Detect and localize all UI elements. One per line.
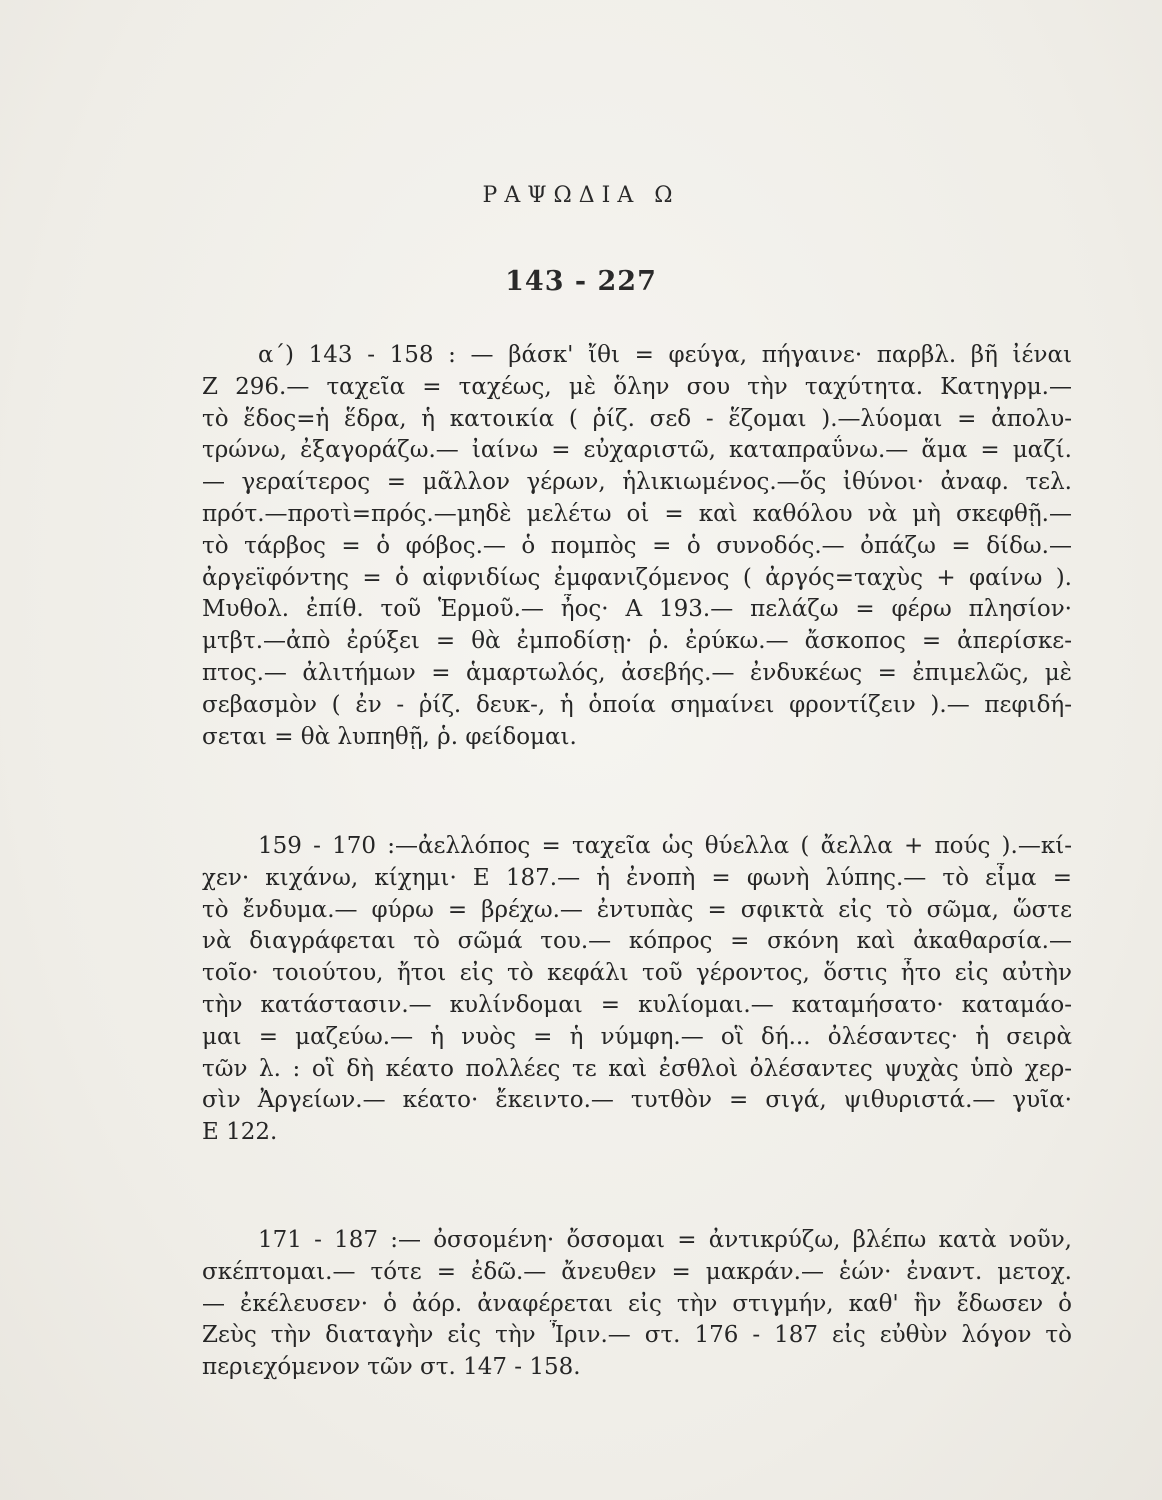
text-line: α΄) 143 - 158 : — βάσκ' ἴθι = φεύγα, πήγαινε· παρβλ. βῆ ἰέναι (258, 342, 1072, 368)
text-line: — γεραίτερος = μᾶλλον γέρων, ἡλικιωμένος.—ὅς ἰθύνοι· ἀναφ. τελ. (202, 469, 1072, 496)
text-line: πρότ.—προτὶ=πρός.—μηδὲ μελέτω οἱ = καὶ καθόλου νὰ μὴ σκεφθῇ.— (202, 500, 1072, 527)
text-line: σὶν Ἀργείων.— κέατο· ἔκειντο.— τυτθὸν = σιγά, ψιθυριστά.— γυῖα· (202, 1087, 1072, 1114)
text-line: τοῖο· τοιούτου, ἤτοι εἰς τὸ κεφάλι τοῦ γέροντος, ὅστις ἦτο εἰς αὐτὴν (202, 960, 1072, 987)
text-line: περιεχόμενον τῶν στ. 147 - 158. (202, 1354, 581, 1381)
text-line: χεν· κιχάνω, κίχημι· Ε 187.— ἡ ἐνοπὴ = φωνὴ λύπης.— τὸ εἶμα = (202, 864, 1072, 891)
text-line: — ἐκέλευσεν· ὁ ἀόρ. ἀναφέρεται εἰς τὴν στιγμήν, καθ' ἣν ἔδωσεν ὁ (202, 1290, 1072, 1317)
text-line: σεβασμὸν ( ἐν - ῥίζ. δευκ-, ἡ ὁποία σημαίνει φροντίζειν ).— πεφιδή- (202, 691, 1072, 718)
text-line: Ε 122. (202, 1119, 278, 1146)
text-line: τὸ τάρβος = ὁ φόβος.— ὁ πομπὸς = ὁ συνοδός.— ὀπάζω = δίδω.— (202, 532, 1072, 559)
text-line: τὸ ἔνδυμα.— φύρω = βρέχω.— ἐντυπὰς = σφικτὰ εἰς τὸ σῶμα, ὥστε (202, 896, 1072, 923)
text-line: σεται = θὰ λυπηθῇ, ῥ. φείδομαι. (202, 723, 577, 750)
text-line: Μυθολ. ἐπίθ. τοῦ Ἑρμοῦ.— ἦος· Α 193.— πελάζω = φέρω πλησίον· (202, 596, 1072, 623)
commentary-section-159-170 (202, 831, 1072, 1149)
text-line: τρώνω, ἐξαγοράζω.— ἰαίνω = εὐχαριστῶ, καταπραΰνω.— ἅμα = μαζί. (202, 437, 1072, 464)
text-line: μαι = μαζεύω.— ἡ νυὸς = ἡ νύμφη.— οἳ δή... ὀλέσαντες· ἡ σειρὰ (202, 1023, 1072, 1050)
text-line: τὴν κατάστασιν.— κυλίνδομαι = κυλίομαι.— καταμήσατο· καταμάο- (202, 991, 1072, 1018)
text-line: πτος.— ἀλιτήμων = ἁμαρτωλός, ἀσεβής.— ἐνδυκέως = ἐπιμελῶς, μὲ (202, 659, 1072, 686)
commentary-section-143-158 (202, 340, 1072, 753)
text-line: νὰ διαγράφεται τὸ σῶμά του.— κόπρος = σκόνη καὶ ἀκαθαρσία.— (202, 928, 1072, 955)
commentary-section-171-187 (202, 1225, 1072, 1384)
text-line: ἀργεϊφόντης = ὁ αἰφνιδίως ἐμφανιζόμενος ( ἀργός=ταχὺς + φαίνω ). (202, 564, 1072, 591)
text-line: 171 - 187 :— ὀσσομένη· ὄσσομαι = ἀντικρύζω, βλέπω κατὰ νοῦν, (258, 1227, 1072, 1253)
text-line: Ζ 296.— ταχεῖα = ταχέως, μὲ ὅλην σου τὴν ταχύτητα. Κατηγρμ.— (202, 373, 1072, 400)
text-line: μτβτ.—ἀπὸ ἐρύξει = θὰ ἐμποδίσῃ· ῥ. ἐρύκω.— ἄσκοπος = ἀπερίσκε- (202, 628, 1072, 655)
text-line: 159 - 170 :—ἀελλόπος = ταχεῖα ὡς θύελλα ( ἄελλα + πούς ).—κί- (258, 833, 1072, 859)
text-line: σκέπτομαι.— τότε = ἐδῶ.— ἄνευθεν = μακράν.— ἑών· ἐναντ. μετοχ. (202, 1258, 1072, 1285)
text-line: τῶν λ. : οἳ δὴ κέατο πολλέες τε καὶ ἐσθλοὶ ὀλέσαντες ψυχὰς ὑπὸ χερ- (202, 1055, 1072, 1082)
rhapsody-title: ΡΑΨΩΔΙΑ Ω (482, 183, 680, 208)
text-line: τὸ ἕδος=ἡ ἕδρα, ἡ κατοικία ( ῥίζ. σεδ - ἕζομαι ).—λύομαι = ἀπολυ- (202, 405, 1072, 432)
verse-range-heading: 143 - 227 (505, 266, 657, 297)
text-line: Ζεὺς τὴν διαταγὴν εἰς τὴν Ἶριν.— στ. 176 - 187 εἰς εὐθὺν λόγον τὸ (202, 1322, 1072, 1349)
